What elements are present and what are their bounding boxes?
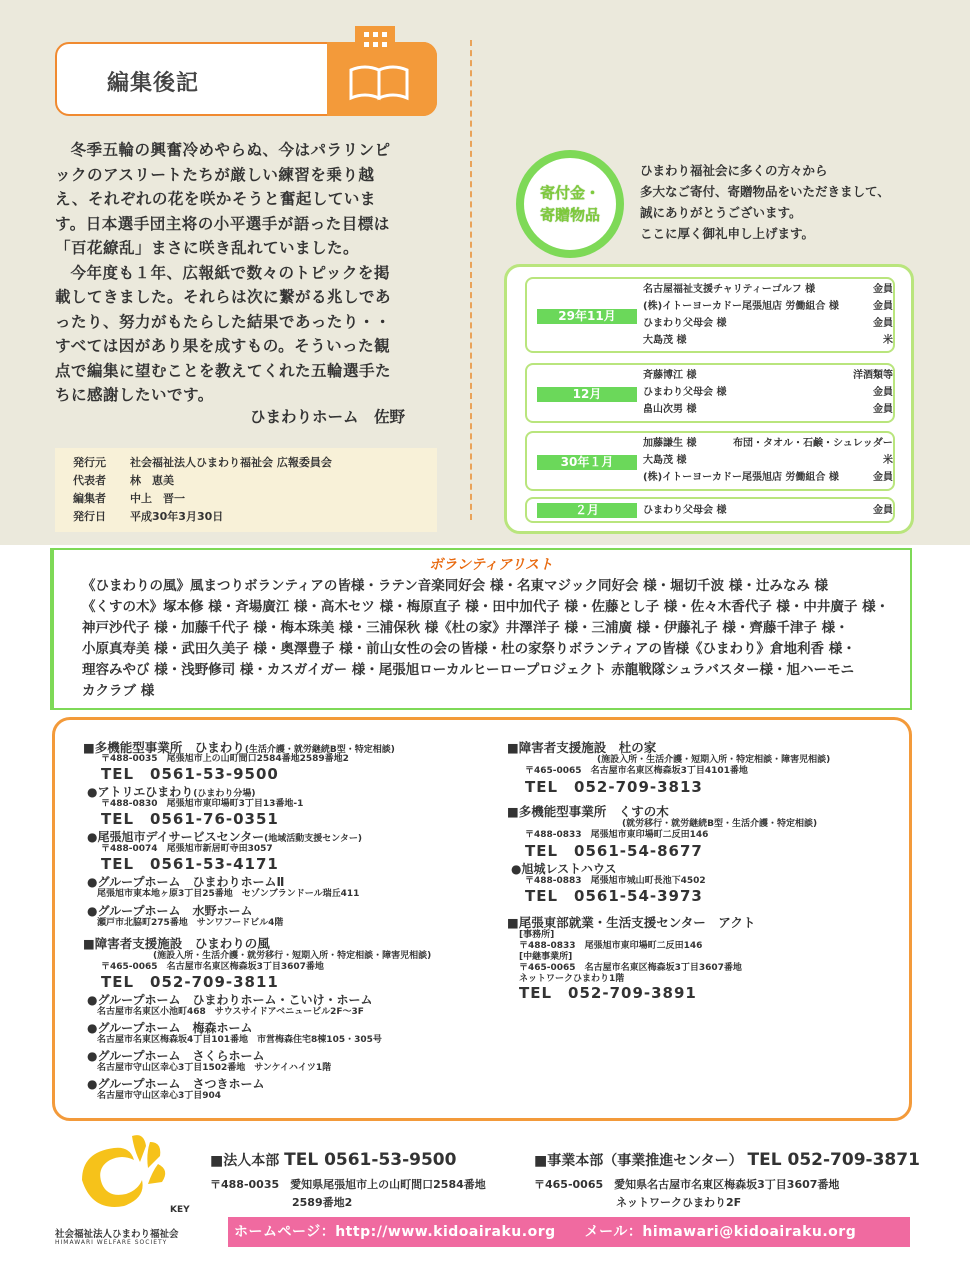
building-icon — [355, 26, 395, 56]
colophon-value: 林 恵美 — [130, 474, 174, 487]
colophon-row — [73, 472, 437, 490]
facility-column-right — [507, 738, 907, 1002]
open-book-icon — [347, 62, 411, 102]
volunteer-line: 小原真寿美 様・武田久美子 様・奥澤豊子 様・前山女性の会の皆様・杜の家祭りボランティアの皆様《ひまわり》倉地利香 様・ — [82, 641, 856, 657]
intro-line: 多大なご寄付、寄贈物品をいただきまして、 — [640, 184, 890, 199]
essay-line: ックのアスリートたちが厳しい練習を乗り越 — [55, 165, 375, 184]
donation-month: ２月 — [537, 503, 637, 518]
donation-item: 米 — [883, 335, 893, 346]
biz-label: ■事業本部（事業推進センター） — [534, 1153, 743, 1169]
facility-tel: TEL 052-709-3891 — [519, 984, 697, 1002]
volunteer-line: 《くすの木》塚本修 様・斉場廣江 様・高木セツ 様・梅原直子 様・田中加代子 様・佐藤とし子 様・佐々木香代子 様・中井廣子 様・ — [82, 599, 890, 615]
donation-entry — [643, 298, 893, 315]
facility-address: 〒488-0883 尾張旭市城山町長池下4502 — [525, 876, 706, 886]
headquarters-info — [210, 1150, 486, 1212]
facility-name: ●アトリエひまわり — [87, 785, 194, 799]
colophon-key: 発行元 — [73, 456, 106, 469]
essay-line: ったり、努力がもたらした結果であったり・・ — [55, 312, 391, 331]
editorial-body — [55, 138, 440, 408]
donor-name: 畠山次男 様 — [643, 404, 697, 415]
essay-line: 今年度も１年、広報紙で数々のトピックを掲 — [70, 263, 390, 282]
essay-line: すべては因があり果を成すもの。そういった観 — [55, 337, 391, 355]
donation-item: 布団・タオル・石鹸・シュレッダー — [733, 438, 893, 449]
essay-line: ちに感謝したいです。 — [55, 386, 214, 404]
donation-item: 洋酒類等 — [853, 370, 893, 381]
intro-line: ひまわり福祉会に多くの方々から — [640, 163, 828, 178]
essay-line: え、それぞれの花を咲かそうと奮起していま — [55, 190, 376, 208]
facility-address: 尾張旭市東本地ヶ原3丁目25番地 セゾンブランドール瑞丘411 — [97, 889, 360, 899]
donor-name: ひまわり父母会 様 — [643, 318, 727, 329]
facility-address: 瀬戸市北脇町275番地 サンワフードビル4階 — [97, 918, 284, 928]
intro-line: ここに厚く御礼申し上げます。 — [640, 226, 815, 241]
organization-logo — [55, 1130, 210, 1248]
biz-address-2: ネットワークひまわり2F — [616, 1196, 742, 1209]
column-divider — [470, 40, 472, 520]
donation-item: 金員 — [873, 301, 893, 312]
donor-name: 大島茂 様 — [643, 335, 687, 346]
editorial-header — [55, 42, 437, 116]
intro-line: 誠にありがとうございます。 — [640, 205, 802, 220]
donation-month: 29年11月 — [537, 309, 637, 324]
organization-name: 社会福祉法人ひまわり福祉会 — [55, 1229, 179, 1240]
facility-address: 〒465-0065 名古屋市名東区梅森坂3丁目3607番地 — [519, 963, 742, 973]
donation-item: 金員 — [873, 505, 893, 516]
facility-heading: ■多機能型事業所 くすの木 — [507, 804, 669, 819]
donor-name: 斉藤博江 様 — [643, 370, 697, 381]
donation-entry — [643, 315, 893, 332]
facility-address: 〒465-0065 名古屋市名東区梅森坂3丁目4101番地 — [525, 766, 748, 776]
facility-services: (就労移行・就労継続B型・生活介護・特定相談) — [622, 819, 818, 829]
facility-heading: ●グループホーム ひまわりホームⅡ — [87, 875, 285, 889]
essay-line: 冬季五輪の興奮冷めやらぬ、今はパラリンピ — [70, 141, 391, 159]
facility-tel: TEL 052-709-3811 — [101, 973, 279, 991]
facility-address: 名古屋市守山区幸心3丁目904 — [97, 1091, 222, 1101]
donation-entry — [643, 469, 893, 486]
website-email-bar[interactable]: ホームページ：http://www.kidoairaku.org メール：himawari@kidoairaku.org — [228, 1217, 910, 1247]
facility-address: 〒488-0830 尾張旭市東印場町3丁目13番地-1 — [101, 799, 304, 809]
biz-address: 〒465-0065 愛知県名古屋市名東区梅森坂3丁目3607番地 — [534, 1178, 840, 1191]
colophon-key: 発行日 — [73, 510, 106, 523]
donation-badge-line: 寄付金・ — [539, 184, 600, 202]
volunteer-line: 理容みやび 様・浅野修司 様・カスガイガー 様・尾張旭ローカルヒーロープロジェクト 赤龍戦隊シュラバスター様・旭ハーモニ — [82, 662, 854, 678]
colophon-key: 編集者 — [73, 492, 106, 505]
donation-month: 12月 — [537, 387, 637, 402]
donation-item: 金員 — [873, 284, 893, 295]
hq-tel: TEL 0561-53-9500 — [284, 1150, 457, 1170]
essay-line: 点で編集に望むことを教えてくれた五輪選手た — [55, 361, 392, 380]
donation-entry — [643, 332, 893, 349]
facility-address: ネットワークひまわり1階 — [519, 974, 625, 984]
biz-tel: TEL 052-709-3871 — [747, 1150, 920, 1170]
colophon-row — [73, 454, 437, 472]
facility-tel: TEL 052-709-3813 — [525, 778, 703, 796]
facility-tel: TEL 0561-53-9500 — [101, 765, 279, 783]
facility-services: (生活介護・就労継続B型・特定相談) — [244, 745, 395, 755]
facility-heading: ●旭城レストハウス — [511, 862, 617, 876]
donation-group — [525, 363, 895, 423]
organization-name-en: HIMAWARI WELFARE SOCIETY — [55, 1239, 168, 1246]
colophon-value: 中上 晋一 — [130, 492, 185, 505]
donation-month: 30年１月 — [537, 455, 637, 470]
facility-heading: ■障害者支援施設 ひまわりの風 — [83, 936, 270, 951]
donation-item: 米 — [883, 455, 893, 466]
colophon — [55, 448, 437, 532]
facility-services: (ひまわり分場) — [193, 789, 256, 799]
donation-entry — [643, 384, 893, 401]
donation-list — [504, 264, 914, 534]
essay-line: 載してきました。それらは次に繋がる兆しであ — [55, 288, 392, 306]
donation-badge-line: 寄贈物品 — [539, 206, 600, 224]
facility-address: 〒488-0035 尾張旭市上の山町間口2584番地2589番地2 — [101, 754, 349, 764]
sunflower-logo-icon — [72, 1132, 172, 1212]
donation-item: 金員 — [873, 404, 893, 415]
colophon-row — [73, 490, 437, 508]
facility-heading — [83, 738, 483, 755]
facility-address: 〒488-0833 尾張旭市東印場町二反田146 — [525, 830, 709, 840]
hq-label: ■法人本部 — [210, 1153, 280, 1169]
volunteer-title: ボランティアリスト — [428, 557, 554, 573]
facility-heading: ●グループホーム ひまわりホーム・こいけ・ホーム — [87, 993, 373, 1007]
facility-tel: TEL 0561-76-0351 — [101, 810, 279, 828]
facility-heading: ●グループホーム 梅森ホーム — [87, 1021, 253, 1035]
facility-name: ■多機能型事業所 ひまわり — [83, 740, 245, 755]
volunteer-line: 神戸沙代子 様・加藤千代子 様・梅本珠美 様・三浦保秋 様《杜の家》井澤洋子 様・三浦廣 様・伊藤礼子 様・齊藤千津子 様・ — [82, 620, 849, 636]
facility-section-label: [中継事業所] — [519, 952, 573, 962]
facility-heading — [83, 828, 483, 844]
colophon-value: 社会福祉法人ひまわり福祉会 広報委員会 — [130, 456, 332, 469]
donor-name: (株)イトーヨーカドー尾張旭店 労働組合 様 — [643, 472, 839, 483]
facility-section-label: [事務所] — [519, 930, 555, 940]
facility-column-left — [83, 738, 483, 1101]
hq-address: 〒488-0035 愛知県尾張旭市上の山町間口2584番地 — [210, 1178, 486, 1191]
editorial-title: 編集後記 — [107, 71, 200, 96]
facility-heading: ●グループホーム 水野ホーム — [87, 904, 253, 918]
facility-services: (施設入所・生活介護・短期入所・特定相談・障害児相談) — [597, 755, 831, 765]
colophon-key: 代表者 — [73, 474, 106, 487]
colophon-value: 平成30年3月30日 — [130, 510, 224, 523]
donation-intro — [640, 160, 890, 244]
logo-key-label: KEY — [170, 1205, 190, 1215]
business-office-info — [534, 1150, 920, 1212]
donation-entry — [643, 367, 893, 384]
facility-address: 〒488-0074 尾張旭市新居町寺田3057 — [101, 844, 273, 854]
donor-name: (株)イトーヨーカドー尾張旭店 労働組合 様 — [643, 301, 839, 312]
facility-address: 名古屋市名東区小池町468 サウスサイドアベニュービル2F～3F — [97, 1007, 364, 1017]
facility-heading — [83, 783, 483, 799]
volunteer-list — [50, 548, 912, 710]
donation-badge — [516, 150, 624, 258]
facility-address: 〒488-0833 尾張旭市東印場町二反田146 — [519, 941, 703, 951]
facility-services: (施設入所・生活介護・就労移行・短期入所・特定相談・障害児相談) — [153, 951, 432, 961]
donor-name: ひまわり父母会 様 — [643, 505, 727, 516]
facility-heading: ●グループホーム さくらホーム — [87, 1049, 265, 1063]
donation-item: 金員 — [873, 472, 893, 483]
facility-tel: TEL 0561-53-4171 — [101, 855, 279, 873]
biz-heading — [534, 1150, 920, 1170]
donation-entry — [643, 435, 893, 452]
hq-heading — [210, 1150, 486, 1170]
donation-item: 金員 — [873, 318, 893, 329]
donation-group — [525, 277, 895, 353]
donation-entry — [643, 401, 893, 418]
volunteer-line: 《ひまわりの風》風まつりボランティアの皆様・ラテン音楽同好会 様・名東マジック同好会 様・堀切千波 様・辻みなみ 様 — [82, 578, 829, 594]
donation-group — [525, 431, 895, 491]
donation-entry — [643, 502, 893, 519]
facility-services: (地域活動支援センター) — [264, 834, 363, 844]
donation-group — [525, 497, 895, 523]
facility-heading: ■障害者支援施設 杜の家 — [507, 740, 657, 755]
facility-tel: TEL 0561-54-3973 — [525, 887, 703, 905]
donor-name: 大島茂 様 — [643, 455, 687, 466]
donation-entry — [643, 281, 893, 298]
volunteer-line: カクラブ 様 — [82, 683, 155, 699]
essay-line: 「百花繚乱」まさに咲き乱れていました。 — [55, 239, 360, 257]
donor-name: 名古屋福祉支援チャリティーゴルフ 様 — [643, 284, 816, 295]
facility-address: 〒465-0065 名古屋市名東区梅森坂3丁目3607番地 — [101, 962, 324, 972]
facility-tel: TEL 0561-54-8677 — [525, 842, 703, 860]
donation-entry — [643, 452, 893, 469]
editorial-signature: ひまわりホーム 佐野 — [250, 408, 406, 426]
facility-directory — [52, 717, 912, 1121]
facility-heading: ●グループホーム さつきホーム — [87, 1077, 265, 1091]
facility-name: ●尾張旭市デイサービスセンター — [87, 830, 265, 844]
donor-name: 加藤謙生 様 — [643, 438, 697, 449]
donor-name: ひまわり父母会 様 — [643, 387, 727, 398]
hq-address-2: 2589番地2 — [292, 1196, 353, 1209]
facility-address: 名古屋市守山区幸心3丁目1502番地 サンケイハイツ1階 — [97, 1063, 332, 1073]
essay-line: す。日本選手団主将の小平選手が語った目標は — [55, 214, 390, 233]
facility-heading: ■尾張東部就業・生活支援センター アクト — [507, 915, 756, 930]
volunteer-body — [82, 576, 900, 702]
colophon-row — [73, 508, 437, 526]
donation-item: 金員 — [873, 387, 893, 398]
facility-address: 名古屋市名東区梅森坂4丁目101番地 市営梅森住宅8棟105・305号 — [97, 1035, 382, 1045]
